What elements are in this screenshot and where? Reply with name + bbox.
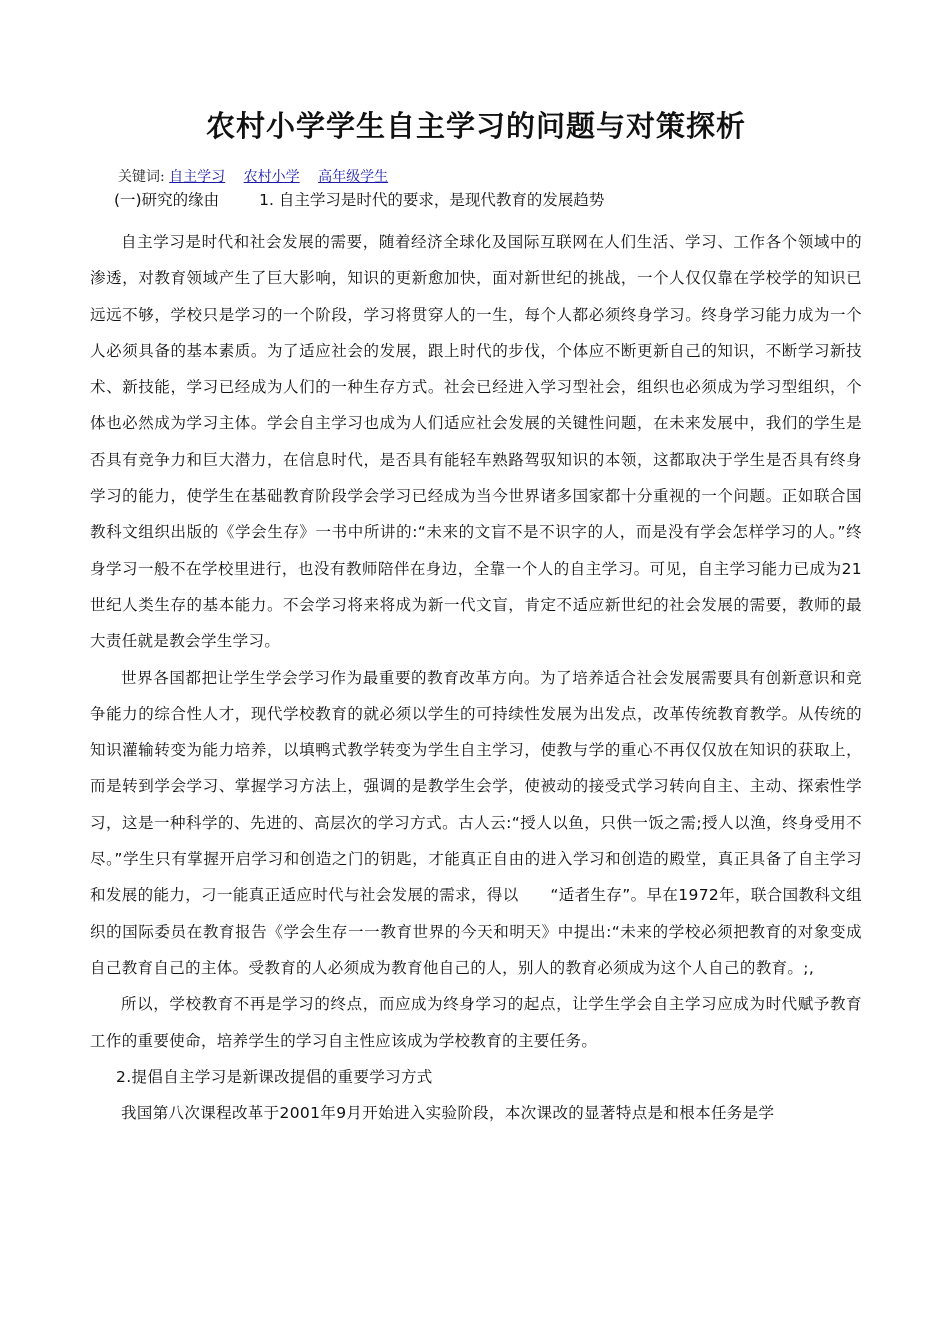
paragraph: 自主学习是时代和社会发展的需要，随着经济全球化及国际互联网在人们生活、学习、工作各个领域中的渗透，对教育领域产生了巨大影响，知识的更新愈加快，面对新世纪的挑战，一个人仅仅靠在学校学的知识已远远不够，学校只是学习的一个阶段，学习将贯穿人的一生，每个人都必须终身学习。终身学习能力成为一个人必须具备的基本素质。为了适应社会的发展，跟上时代的步伐，个体应不断更新自己的知识，不断学习新技术、新技能，学习已经成为人们的一种生存方式。社会已经进入学习型社会，组织也必须成为学习型组织，个体也必然成为学习主体。学会自主学习也成为人们适应社会发展的关键性问题，在未来发展中，我们的学生是否具有竞争力和巨大潜力，在信息时代，是否具有能轻车熟路驾驭知识的本领，这都取决于学生是否具有终身学习的能力，使学生在基础教育阶段学会学习已经成为当今世界诸多国家都十分重视的一个问题。正如联合国教科文组织出版的《学会生存》一书中所讲的:“未来的文盲不是不识字的人，而是没有学会怎样学习的人。”终身学习一般不在学校里进行，也没有教师陪伴在身边，全靠一个人的自主学习。可见，自主学习能力已成为21世纪人类生存的基本能力。不会学习将来将成为新一代文盲，肯定不适应新世纪的社会发展的需要，教师的最大责任就是教会学生学习。 [90,233,862,651]
paragraph: 我国第八次课程改革于2001年9月开始进入实验阶段，本次课改的显著特点是和根本任务是学 [121,1104,775,1123]
keyword-link-autonomous-learning[interactable]: 自主学习 [169,169,226,185]
subsection-heading-2: 2.提倡自主学习是新课改提倡的重要学习方式 [116,1067,433,1086]
keyword-link-rural-primary[interactable]: 农村小学 [243,169,300,185]
document-title: 农村小学学生自主学习的问题与对策探析 [205,109,746,143]
keywords-row [118,166,402,186]
keywords-label: 关键词: [118,169,165,185]
keyword-link-upper-grade-students[interactable]: 高年级学生 [318,169,389,185]
paragraph: 所以，学校教育不再是学习的终点，而应成为终身学习的起点，让学生学会自主学习应成为时代赋予教育工作的重要使命，培养学生的学习自主性应该成为学校教育的主要任务。 [90,995,862,1050]
subsection-heading-1: 1. 自主学习是时代的要求，是现代教育的发展趋势 [259,191,605,209]
paragraph: 世界各国都把让学生学会学习作为最重要的教育改革方向。为了培养适合社会发展需要具有创新意识和竞争能力的综合性人才，现代学校教育的就必须以学生的可持续性发展为出发点，改革传统教育教学。从传统的知识灌输转变为能力培养，以填鸭式教学转变为学生自主学习，使教与学的重心不再仅仅放在知识的获取上，而是转到学会学习、掌握学习方法上，强调的是教学生会学，使被动的接受式学习转向自主、主动、探索性学习，这是一种科学的、先进的、高层次的学习方式。古人云:“授人以鱼，只供一饭之需;授人以渔，终身受用不尽。”学生只有掌握开启学习和创造之门的钥匙，才能真正自由的进入学习和创造的殿堂，真正具备了自主学习和发展的能力，刁一能真正适应时代与社会发展的需求，得以 “适者生存”。早在1972年，联合国教科文组织的国际委员在教育报告《学会生存一一教育世界的今天和明天》中提出:“未来的学校必须把教育的对象变成自己教育自己的主体。受教育的人必须成为教育他自己的人，别人的教育必须成为这个人自己的教育。;, [90,668,862,977]
section-heading-row [114,188,604,210]
body-text [90,224,862,1131]
section-heading: (一)研究的缘由 [114,191,220,209]
